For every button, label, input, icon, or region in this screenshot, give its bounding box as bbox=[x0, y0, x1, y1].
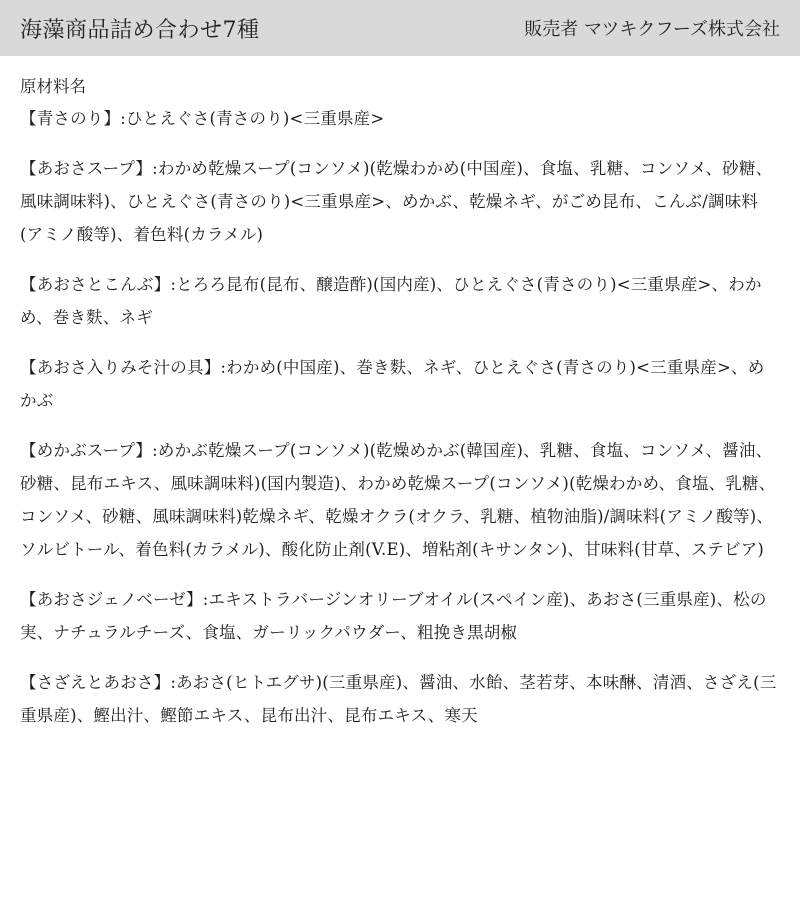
entry-separator: : bbox=[170, 673, 177, 692]
ingredient-entry-aosa-konbu bbox=[20, 268, 780, 334]
ingredients-panel bbox=[0, 56, 800, 732]
ingredient-entry-aosa-soup bbox=[20, 152, 780, 251]
entry-separator: : bbox=[152, 441, 158, 460]
ingredient-entry-mekabu-soup bbox=[20, 434, 780, 566]
entry-text: あおさ(ヒトエグサ)(三重県産)、醤油、水飴、茎若芽、本味醂、清酒、さざえ(三重県産)、鰹出汁、鰹節エキス、昆布出汁、昆布エキス、寒天 bbox=[20, 673, 777, 725]
entry-text: わかめ(中国産)、巻き麩、ネギ、ひとえぐさ(青さのり)<三重県産>、めかぶ bbox=[20, 358, 765, 410]
entry-text: めかぶ乾燥スープ(コンソメ)(乾燥めかぶ(韓国産)、乳糖、食塩、コンソメ、醤油、砂糖、昆布エキス、風味調味料)(国内製造)、わかめ乾燥スープ(コンソメ)(乾燥わかめ、食塩、乳糖、コンソメ、砂糖、風味調味料)乾燥ネギ、乾燥オクラ(オクラ、乳糖、植物油脂)/調味料(アミノ酸等)、ソルビトール、着色料(カラメル)、酸化防止剤(V.E)、増粘剤(キサンタン)、甘味料(甘草、ステビア) bbox=[20, 441, 776, 559]
entry-text: エキストラバージンオリーブオイル(スペイン産)、あおさ(三重県産)、松の実、ナチュラルチーズ、食塩、ガーリックパウダー、粗挽き黒胡椒 bbox=[20, 590, 767, 642]
entry-separator: : bbox=[120, 109, 126, 128]
ingredient-entry-genovese bbox=[20, 583, 780, 649]
entry-name: 【めかぶスープ】 bbox=[20, 441, 153, 460]
entry-separator: : bbox=[220, 358, 227, 377]
entry-name: 【あおさとこんぶ】 bbox=[20, 275, 171, 294]
entry-separator: : bbox=[152, 159, 158, 178]
entry-separator: : bbox=[202, 590, 209, 609]
entry-name: 【さざえとあおさ】 bbox=[20, 673, 171, 692]
ingredient-entry-aonori bbox=[20, 102, 780, 135]
ingredient-entry-miso-soup bbox=[20, 351, 780, 417]
section-heading: 原材料名 bbox=[20, 77, 86, 96]
entry-text: とろろ昆布(昆布、醸造酢)(国内産)、ひとえぐさ(青さのり)<三重県産>、わかめ、巻き麩、ネギ bbox=[20, 275, 762, 327]
entry-text: わかめ乾燥スープ(コンソメ)(乾燥わかめ(中国産)、食塩、乳糖、コンソメ、砂糖、風味調味料)、ひとえぐさ(青さのり)<三重県産>、めかぶ、乾燥ネギ、がごめ昆布、こんぶ/調味料(アミノ酸等)、着色料(カラメル) bbox=[20, 159, 773, 244]
product-title: 海藻商品詰め合わせ7種 bbox=[20, 17, 260, 43]
entry-separator: : bbox=[170, 275, 177, 294]
ingredient-entry-sazae bbox=[20, 666, 780, 732]
entry-name: 【あおさ入りみそ汁の具】 bbox=[20, 358, 221, 377]
entry-text: ひとえぐさ(青さのり)<三重県産> bbox=[125, 109, 385, 128]
header-bar bbox=[0, 0, 800, 56]
entry-name: 【あおさスープ】 bbox=[20, 159, 153, 178]
entry-name: 【青さのり】 bbox=[20, 109, 121, 128]
entry-name: 【あおさジェノベーゼ】 bbox=[20, 590, 203, 609]
seller-label: 販売者 マツキクフーズ株式会社 bbox=[524, 19, 780, 40]
